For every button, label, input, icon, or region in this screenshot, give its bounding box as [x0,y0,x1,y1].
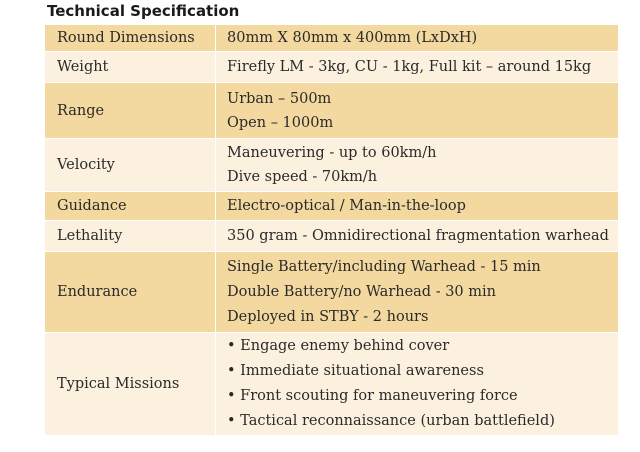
row-label: Velocity [45,139,216,192]
row-label: Round Dimensions [45,25,216,52]
row-value [216,52,619,83]
table-row [45,192,618,221]
value-line: • Tactical reconnaissance (urban battlefield) [227,413,555,429]
row-label: Lethality [45,221,216,252]
row-value [216,333,619,436]
value-line: • Front scouting for maneuvering force [227,388,518,404]
row-label: Typical Missions [45,333,216,436]
row-label: Weight [45,52,216,83]
row-value [216,252,619,333]
table-row [45,221,618,252]
row-label: Range [45,83,216,139]
value-line: • Engage enemy behind cover [227,338,450,354]
table-row [45,252,618,333]
table-row [45,52,618,83]
row-value [216,192,619,221]
value-line: Urban – 500m [227,90,332,107]
value-line: Open – 1000m [227,114,334,131]
value-line: Single Battery/including Warhead - 15 min [227,258,541,275]
value-line: Deployed in STBY - 2 hours [227,308,429,325]
value-line: Dive speed - 70km/h [227,169,378,185]
value-line: Maneuvering - up to 60km/h [227,145,437,161]
row-value [216,221,619,252]
value-line: Firefly LM - 3kg, CU - 1kg, Full kit – around 15kg [227,58,592,75]
row-label: Endurance [45,252,216,333]
row-value [216,25,619,52]
row-value [216,139,619,192]
table-row [45,25,618,52]
row-label: Guidance [45,192,216,221]
value-line: Electro-optical / Man-in-the-loop [227,197,466,214]
table-row [45,333,618,436]
table-row [45,83,618,139]
value-line: Double Battery/no Warhead - 30 min [227,283,496,300]
value-line: 350 gram - Omnidirectional fragmentation warhead [227,227,609,244]
page-title: Technical Specification [47,2,240,20]
spec-table [45,25,618,436]
row-value [216,83,619,139]
table-row [45,139,618,192]
value-line: • Immediate situational awareness [227,363,484,379]
value-line: 80mm X 80mm x 400mm (LxDxH) [227,29,478,46]
